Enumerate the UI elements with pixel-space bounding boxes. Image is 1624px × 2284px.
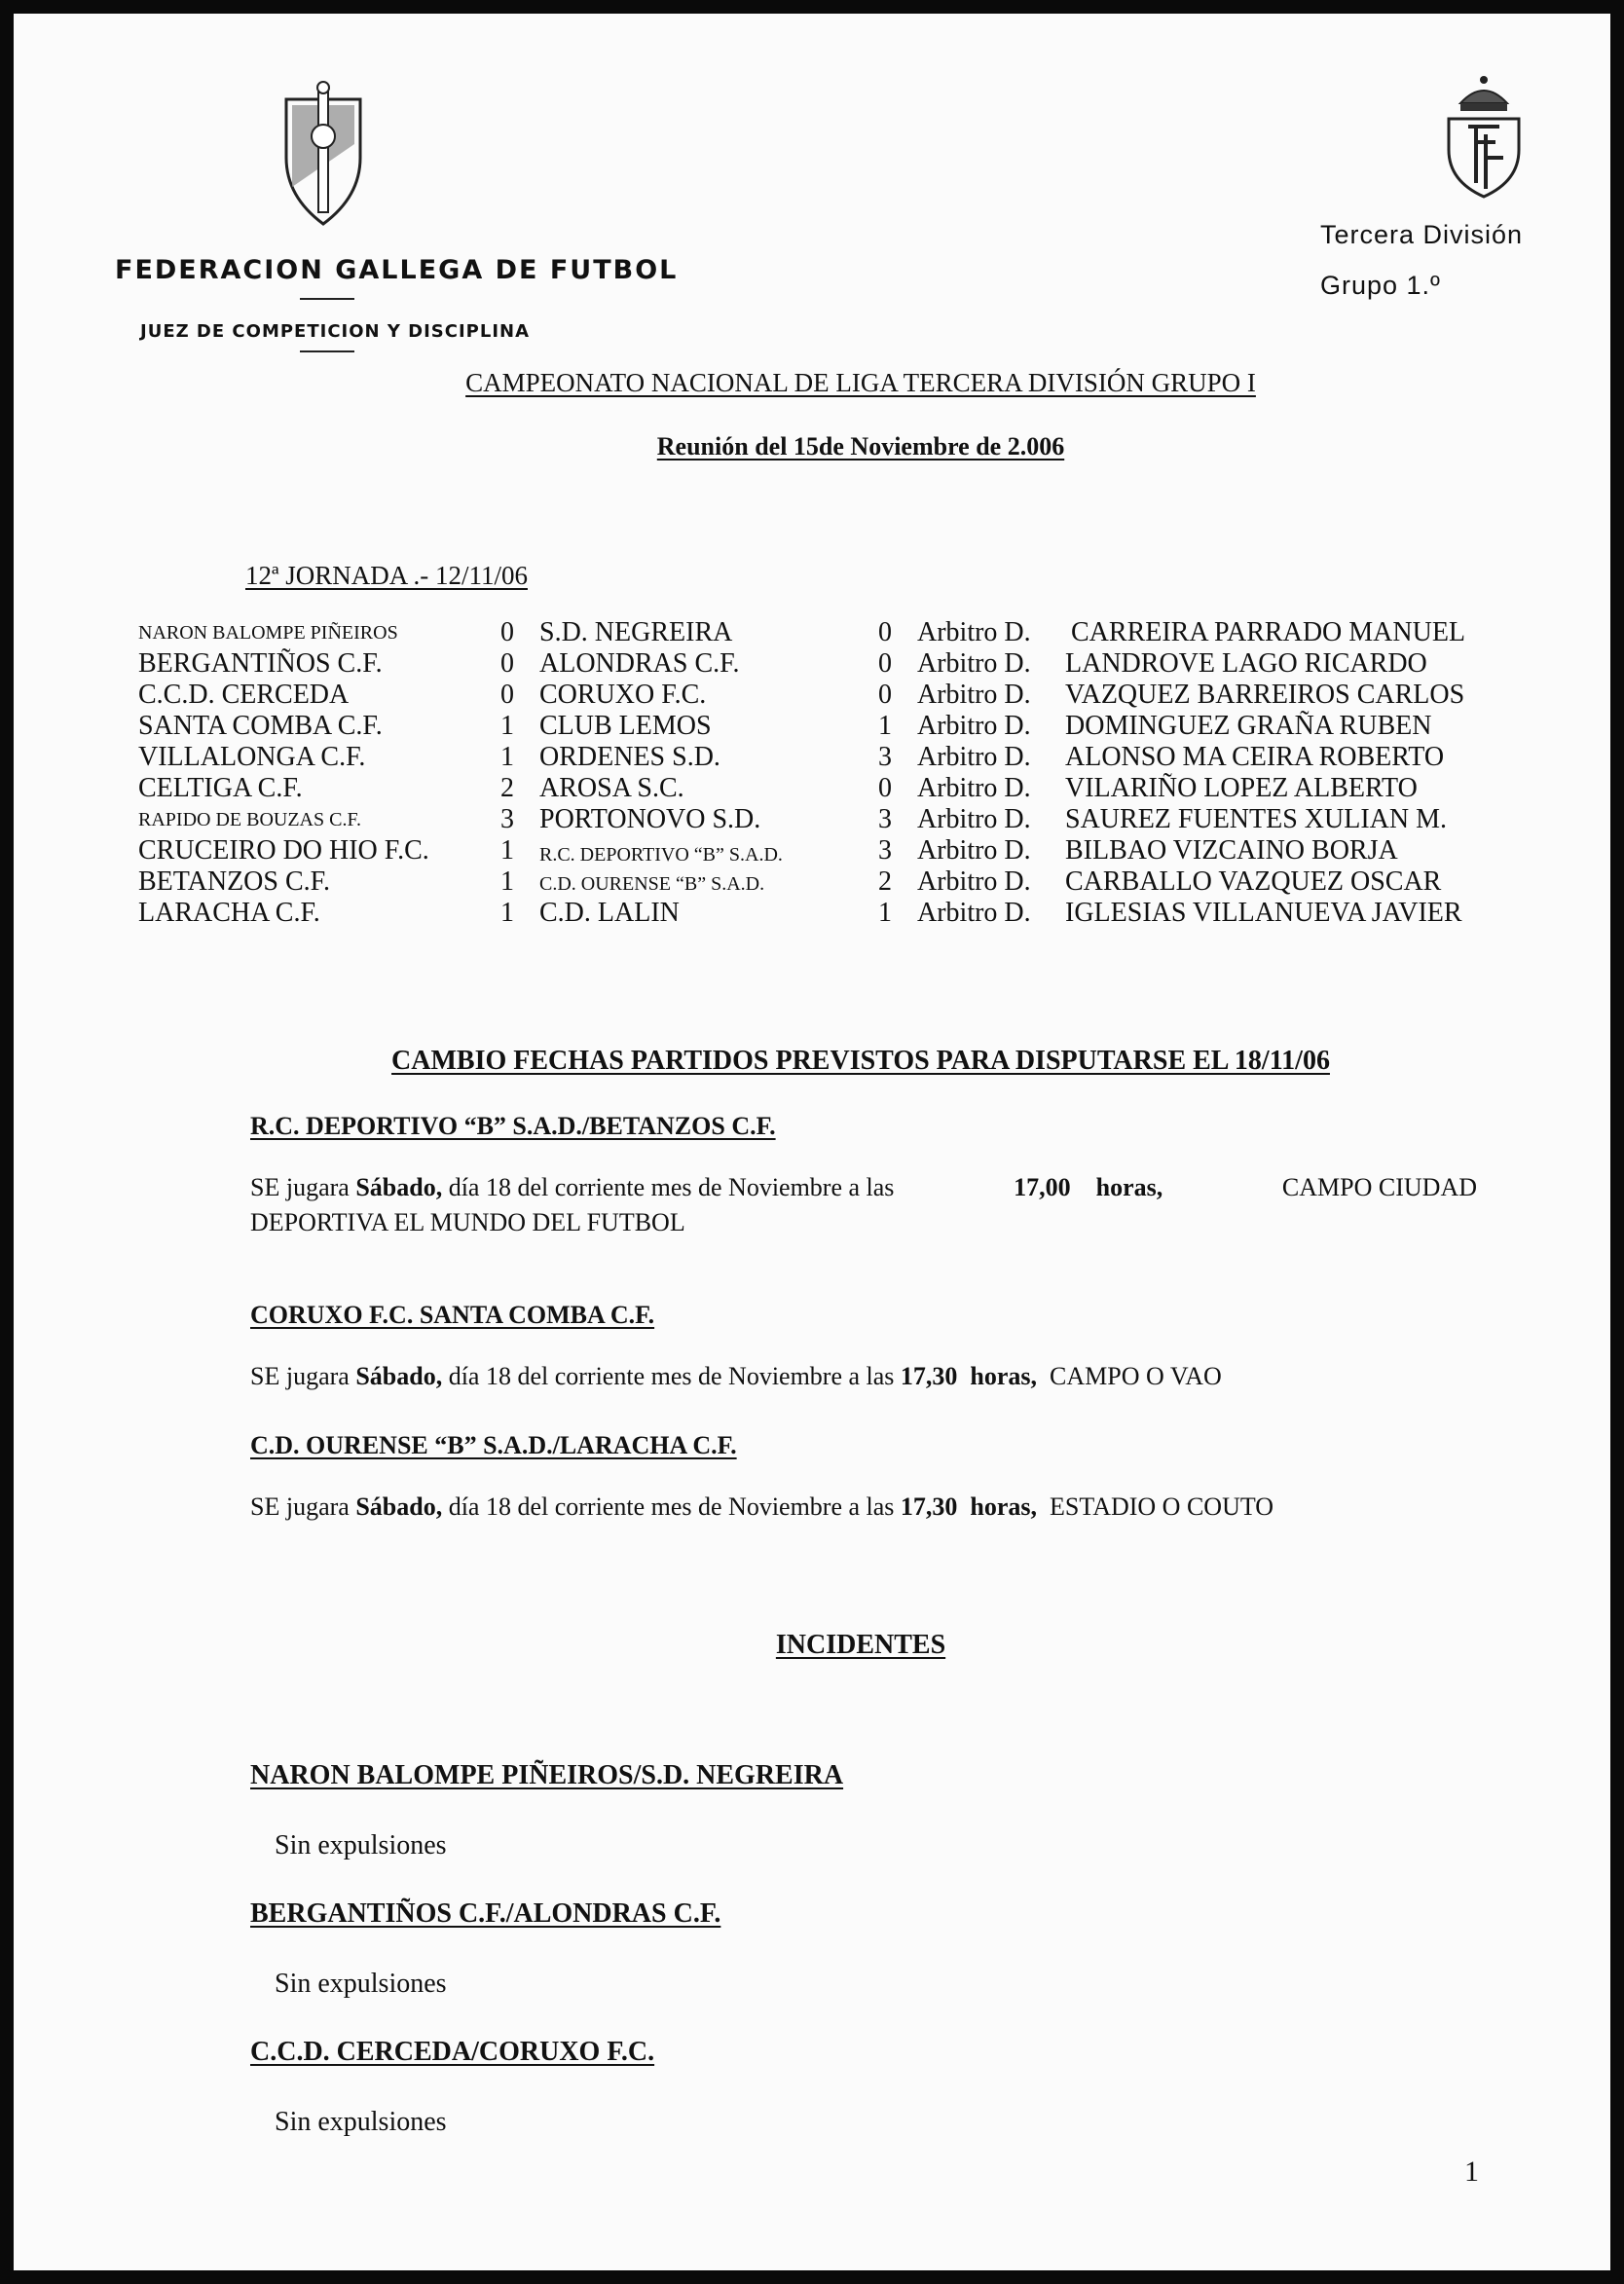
home-team: VILLALONGA C.F. <box>138 742 366 772</box>
federation-shield-logo <box>278 80 368 228</box>
horas: horas, <box>1095 1173 1163 1201</box>
jornada-heading: 12ª JORNADA .- 12/11/06 <box>245 561 528 590</box>
referee-label: Arbitro D. <box>917 898 1031 928</box>
referee-name: CARREIRA PARRADO MANUEL <box>1071 617 1466 647</box>
away-score: 0 <box>878 617 892 647</box>
incidentes-heading: INCIDENTES <box>775 1630 946 1660</box>
away-score: 3 <box>878 804 892 834</box>
place: CAMPO O VAO <box>1050 1362 1222 1390</box>
home-team: BETANZOS C.F. <box>138 866 330 897</box>
home-team: RAPIDO DE BOUZAS C.F. <box>138 809 361 830</box>
home-team: C.C.D. CERCEDA <box>138 680 350 710</box>
page-number: 1 <box>1464 2155 1479 2188</box>
divider <box>300 298 354 300</box>
home-score: 1 <box>500 711 514 741</box>
away-team: CLUB LEMOS <box>539 711 712 741</box>
referee-name: SAUREZ FUENTES XULIAN M. <box>1065 804 1447 834</box>
page-title: CAMPEONATO NACIONAL DE LIGA TERCERA DIVISIÓN GRUPO I <box>465 368 1256 397</box>
referee-label: Arbitro D. <box>917 742 1031 772</box>
referee-name: DOMINGUEZ GRAÑA RUBEN <box>1065 711 1432 741</box>
home-team: CRUCEIRO DO HIO F.C. <box>138 835 429 866</box>
cambio-heading: CAMBIO FECHAS PARTIDOS PREVISTOS PARA DISPUTARSE EL 18/11/06 <box>391 1046 1330 1076</box>
away-team: CORUXO F.C. <box>539 680 707 710</box>
day: Sábado, <box>355 1492 443 1521</box>
referee-label: Arbitro D. <box>917 804 1031 834</box>
referee-name: ALONSO MA CEIRA ROBERTO <box>1065 742 1445 772</box>
division-label: Tercera División <box>1320 220 1524 249</box>
time: 17,00 <box>1014 1173 1071 1201</box>
referee-name: BILBAO VIZCAINO BORJA <box>1065 835 1398 866</box>
text: día 18 del corriente mes de Noviembre a las <box>448 1173 895 1201</box>
referee-label: Arbitro D. <box>917 866 1031 897</box>
home-team: LARACHA C.F. <box>138 898 320 928</box>
referee-label: Arbitro D. <box>917 680 1031 710</box>
referee-label: Arbitro D. <box>917 773 1031 803</box>
incidente-text-2: Sin expulsiones <box>275 1969 447 1999</box>
away-team: PORTONOVO S.D. <box>539 804 761 834</box>
home-score: 1 <box>500 742 514 772</box>
away-score: 3 <box>878 835 892 866</box>
text: día 18 del corriente mes de Noviembre a las <box>448 1492 895 1521</box>
home-score: 1 <box>500 835 514 866</box>
cambio-match-3: C.D. OURENSE “B” S.A.D./LARACHA C.F. <box>250 1431 737 1459</box>
juez-competicion: JUEZ DE COMPETICION Y DISCIPLINA <box>140 321 531 342</box>
text: día 18 del corriente mes de Noviembre a las <box>448 1362 895 1390</box>
incidente-text-3: Sin expulsiones <box>275 2107 447 2137</box>
incidente-match-1: NARON BALOMPE PIÑEIROS/S.D. NEGREIRA <box>250 1760 844 1790</box>
federation-name: FEDERACION GALLEGA DE FUTBOL <box>115 255 679 285</box>
incidente-text-1: Sin expulsiones <box>275 1830 447 1860</box>
away-score: 1 <box>878 898 892 928</box>
time: 17,30 <box>900 1362 958 1390</box>
home-team: CELTIGA C.F. <box>138 773 303 803</box>
cambio-match-2: CORUXO F.C. SANTA COMBA C.F. <box>250 1301 655 1329</box>
referee-label: Arbitro D. <box>917 711 1031 741</box>
cambio-text-1 <box>250 1170 1477 1240</box>
referee-name: VAZQUEZ BARREIROS CARLOS <box>1065 680 1465 710</box>
meeting-date: Reunión del 15de Noviembre de 2.006 <box>656 432 1065 460</box>
home-score: 2 <box>500 773 514 803</box>
home-team: BERGANTIÑOS C.F. <box>138 648 383 679</box>
text: SE jugara <box>250 1173 350 1201</box>
away-score: 0 <box>878 648 892 679</box>
away-team: S.D. NEGREIRA <box>539 617 733 647</box>
cambio-text-2 <box>250 1359 1222 1394</box>
place: CAMPO CIUDAD <box>1281 1173 1477 1201</box>
day: Sábado, <box>355 1173 443 1201</box>
home-score: 3 <box>500 804 514 834</box>
away-team: R.C. DEPORTIVO “B” S.A.D. <box>539 844 783 866</box>
home-score: 1 <box>500 866 514 897</box>
home-team: SANTA COMBA C.F. <box>138 711 383 741</box>
rfef-crest-logo <box>1439 74 1529 201</box>
referee-name: LANDROVE LAGO RICARDO <box>1065 648 1427 679</box>
place: ESTADIO O COUTO <box>1050 1492 1274 1521</box>
incidente-match-2: BERGANTIÑOS C.F./ALONDRAS C.F. <box>250 1898 721 1929</box>
away-score: 2 <box>878 866 892 897</box>
day: Sábado, <box>355 1362 443 1390</box>
home-score: 1 <box>500 898 514 928</box>
home-score: 0 <box>500 617 514 647</box>
away-score: 3 <box>878 742 892 772</box>
referee-label: Arbitro D. <box>917 648 1031 679</box>
home-team: NARON BALOMPE PIÑEIROS <box>138 622 398 644</box>
time: 17,30 <box>900 1492 958 1521</box>
divider <box>300 350 354 352</box>
cambio-text-3 <box>250 1490 1273 1525</box>
referee-name: IGLESIAS VILLANUEVA JAVIER <box>1065 898 1462 928</box>
horas: horas, <box>970 1492 1038 1521</box>
away-team: ALONDRAS C.F. <box>539 648 740 679</box>
referee-label: Arbitro D. <box>917 835 1031 866</box>
referee-name: VILARIÑO LOPEZ ALBERTO <box>1065 773 1418 803</box>
away-team: ORDENES S.D. <box>539 742 720 772</box>
place-continued: DEPORTIVA EL MUNDO DEL FUTBOL <box>250 1208 685 1236</box>
away-score: 0 <box>878 680 892 710</box>
document-page <box>14 14 1610 2270</box>
cambio-match-1: R.C. DEPORTIVO “B” S.A.D./BETANZOS C.F. <box>250 1112 776 1140</box>
home-score: 0 <box>500 648 514 679</box>
incidente-match-3: C.C.D. CERCEDA/CORUXO F.C. <box>250 2037 655 2067</box>
away-score: 1 <box>878 711 892 741</box>
referee-label: Arbitro D. <box>917 617 1031 647</box>
away-team: C.D. OURENSE “B” S.A.D. <box>539 873 765 895</box>
referee-name: CARBALLO VAZQUEZ OSCAR <box>1065 866 1442 897</box>
home-score: 0 <box>500 680 514 710</box>
grupo-label: Grupo 1.º <box>1320 271 1441 300</box>
text: SE jugara <box>250 1362 350 1390</box>
text: SE jugara <box>250 1492 350 1521</box>
away-team: C.D. LALIN <box>539 898 680 928</box>
away-score: 0 <box>878 773 892 803</box>
horas: horas, <box>970 1362 1038 1390</box>
away-team: AROSA S.C. <box>539 773 684 803</box>
